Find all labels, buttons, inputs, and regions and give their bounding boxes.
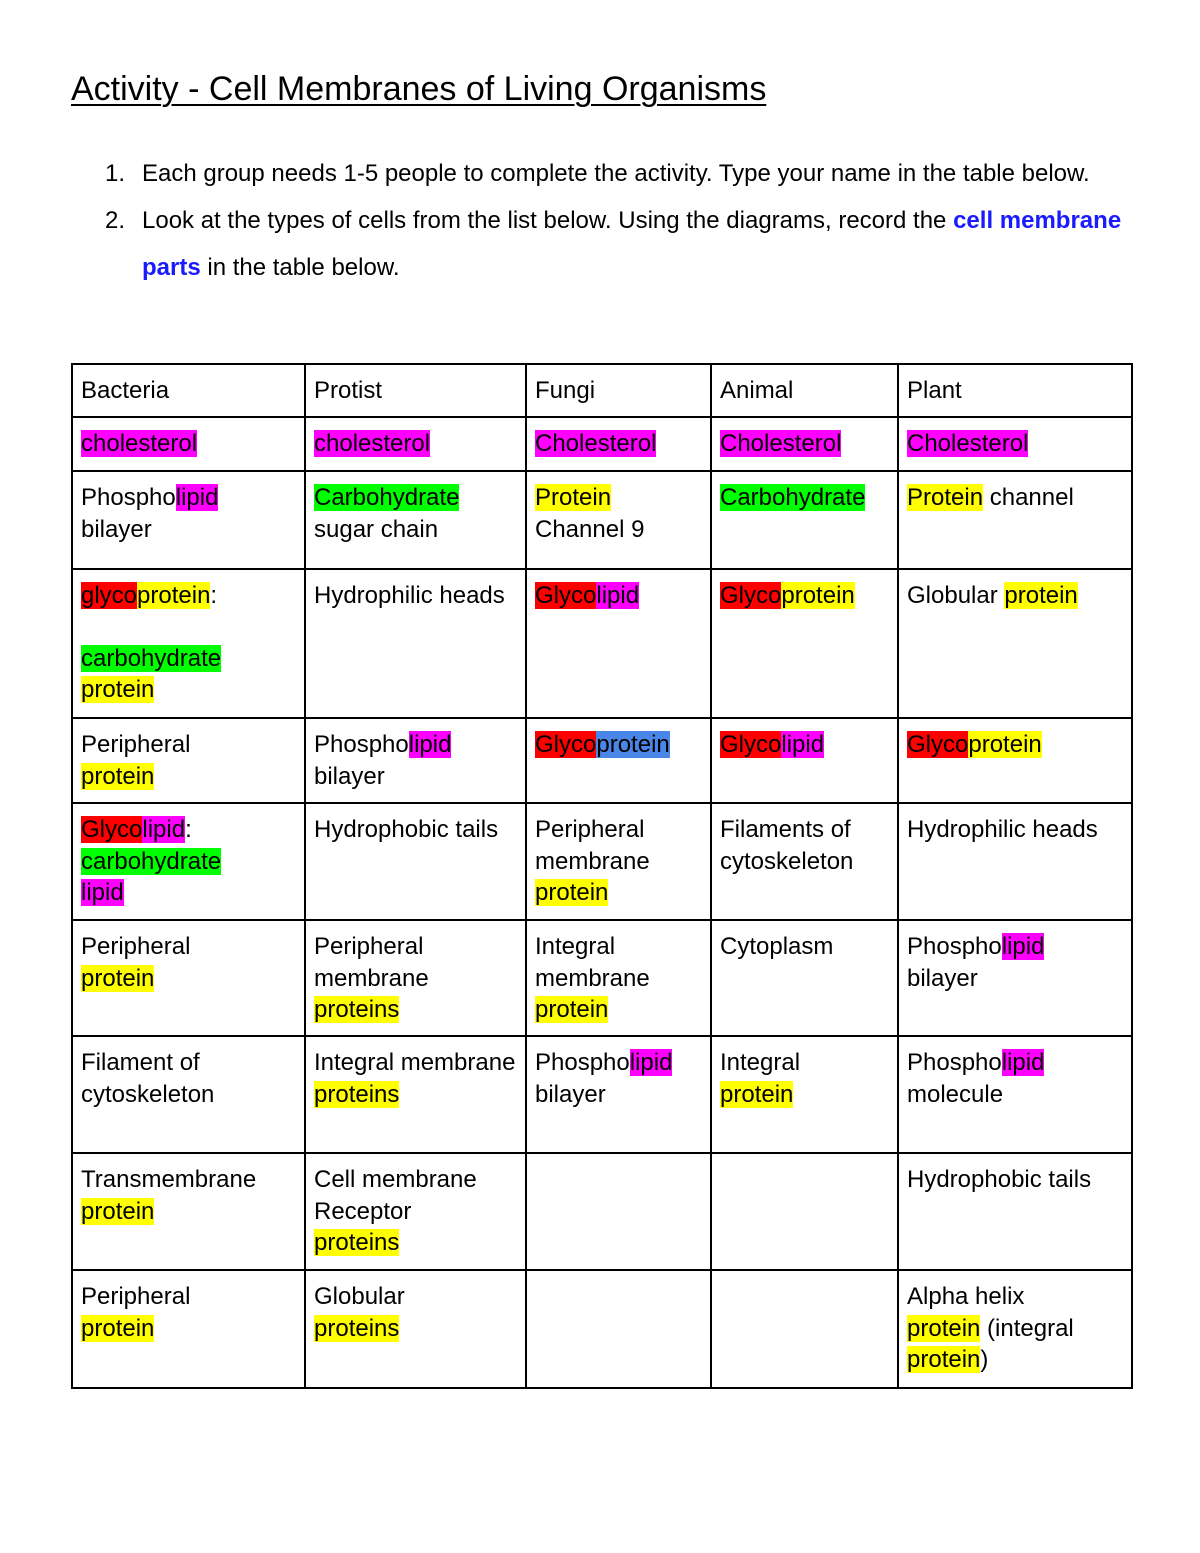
- table-cell: [711, 1270, 898, 1388]
- cell-text: lipid: [596, 582, 640, 609]
- cell-text: protein: [720, 1080, 794, 1108]
- cell-text: proteins: [314, 1080, 400, 1108]
- table-cell: [526, 1270, 711, 1388]
- cell-text: Peripheral: [81, 933, 191, 960]
- table-cell: [72, 803, 305, 920]
- table-cell: [305, 718, 526, 803]
- table-row: [72, 1270, 1132, 1388]
- table-cell: [898, 1153, 1132, 1270]
- table-cell: [72, 1036, 305, 1153]
- table-cell: [711, 471, 898, 569]
- cell-text: carbohydrate: [81, 644, 222, 672]
- cell-text: Glyco: [81, 816, 143, 843]
- cell-text: Integral membrane: [314, 1049, 516, 1076]
- table-row: [72, 417, 1132, 471]
- cell-text: lipid: [1001, 1049, 1045, 1076]
- column-header: Protist: [305, 364, 526, 417]
- cell-text: Hydrophilic heads: [907, 816, 1098, 843]
- table-cell: [305, 1153, 526, 1270]
- cell-text: Glyco: [907, 731, 969, 758]
- cell-text: Channel 9: [535, 515, 645, 543]
- table-cell: [711, 1153, 898, 1270]
- cell-text: protein: [907, 1346, 981, 1373]
- table-cell: [305, 1036, 526, 1153]
- cell-membrane-table: [71, 363, 1133, 1389]
- cell-text: protein: [81, 1314, 155, 1342]
- cell-text: Protein: [907, 484, 984, 511]
- cell-text: Hydrophobic tails: [314, 816, 499, 843]
- cell-text: Peripheral membrane: [535, 816, 650, 875]
- cell-text: protein: [1004, 582, 1078, 609]
- cell-text: sugar chain: [314, 515, 439, 543]
- cell-text: protein: [81, 964, 155, 992]
- table-row: [72, 718, 1132, 803]
- cell-text: protein: [81, 1197, 155, 1225]
- table-cell: [72, 471, 305, 569]
- table-cell: [898, 718, 1132, 803]
- instruction-text: Look at the types of cells from the list below. Using the diagrams, record the: [142, 207, 954, 234]
- table-cell: [305, 803, 526, 920]
- table-cell: [711, 417, 898, 471]
- cell-text: protein: [535, 879, 609, 906]
- cell-text: Peripheral: [81, 1283, 191, 1310]
- table-cell: [711, 569, 898, 718]
- table-header-row: [72, 364, 1132, 417]
- cell-text: lipid: [142, 816, 186, 843]
- cell-text: protein: [781, 582, 855, 609]
- table-cell: [72, 920, 305, 1036]
- cell-text: Phospho: [907, 1049, 1002, 1076]
- table-cell: [526, 417, 711, 471]
- instruction-number: 2.: [105, 207, 126, 234]
- cell-text: Phospho: [81, 484, 176, 511]
- table-cell: [526, 1153, 711, 1270]
- column-header: Bacteria: [72, 364, 305, 417]
- table-cell: [305, 920, 526, 1036]
- table-row: [72, 803, 1132, 920]
- table-cell: [526, 471, 711, 569]
- table-cell: [72, 1153, 305, 1270]
- cell-text: lipid: [408, 731, 452, 758]
- cell-text: lipid: [81, 879, 124, 906]
- cell-text: Filaments of cytoskeleton: [720, 816, 854, 875]
- cell-text: Hydrophobic tails: [907, 1166, 1092, 1193]
- cell-text: Integral: [720, 1049, 801, 1076]
- cell-text: proteins: [314, 1314, 400, 1342]
- cell-text: Carbohydrate: [314, 484, 460, 511]
- table-cell: [72, 417, 305, 471]
- cell-text: Cytoplasm: [720, 933, 834, 960]
- cell-text: Carbohydrate: [720, 484, 866, 511]
- cell-text: Alpha helix: [907, 1283, 1025, 1310]
- cell-text: proteins: [314, 1229, 400, 1256]
- cell-text: ): [980, 1346, 989, 1373]
- cell-text: Glyco: [720, 731, 782, 758]
- table-cell: [305, 569, 526, 718]
- table-row: [72, 471, 1132, 569]
- cell-text: lipid: [781, 731, 825, 758]
- cell-text: (integral: [980, 1314, 1074, 1342]
- table-cell: [526, 1036, 711, 1153]
- instruction-item: [71, 150, 1141, 197]
- cell-text: Cell membrane Receptor: [314, 1166, 477, 1225]
- cell-text: protein: [968, 731, 1042, 758]
- table-cell: [898, 569, 1132, 718]
- column-header: Fungi: [526, 364, 711, 417]
- cell-text: bilayer: [907, 964, 978, 992]
- cell-text: bilayer: [81, 515, 152, 543]
- instruction-item: [71, 197, 1141, 291]
- cell-text: protein: [596, 731, 670, 758]
- cell-text: Phospho: [314, 731, 409, 758]
- table-cell: [305, 1270, 526, 1388]
- table-cell: [711, 920, 898, 1036]
- cell-text: lipid: [1001, 933, 1045, 960]
- cell-text: Cholesterol: [535, 430, 657, 457]
- cell-text: Transmembrane: [81, 1166, 257, 1193]
- cell-text: Filament of cytoskeleton: [81, 1049, 215, 1108]
- table-cell: [711, 718, 898, 803]
- cell-text: Glyco: [535, 582, 597, 609]
- cell-text: lipid: [629, 1049, 673, 1076]
- table-cell: [898, 803, 1132, 920]
- cell-text: molecule: [907, 1080, 1004, 1108]
- cell-text: bilayer: [314, 762, 385, 790]
- table-cell: [526, 920, 711, 1036]
- table-cell: [898, 471, 1132, 569]
- cell-text: protein: [81, 762, 155, 790]
- instruction-text: Each group needs 1-5 people to complete the activity. Type your name in the table below.: [142, 160, 1090, 187]
- cell-text: protein: [907, 1314, 981, 1342]
- cell-text: Phospho: [535, 1049, 630, 1076]
- cell-text: channel: [983, 484, 1074, 511]
- cell-text: Glyco: [535, 731, 597, 758]
- cell-text: :: [185, 816, 192, 843]
- table-cell: [72, 718, 305, 803]
- cell-text: Peripheral membrane: [314, 933, 429, 992]
- page-title: Activity - Cell Membranes of Living Organisms: [71, 70, 767, 108]
- cell-text: cholesterol: [81, 430, 198, 457]
- cell-text: Glyco: [720, 582, 782, 609]
- table-cell: [526, 718, 711, 803]
- table-cell: [72, 569, 305, 718]
- instruction-number: 1.: [105, 160, 126, 187]
- cell-text: cholesterol: [314, 430, 431, 457]
- cell-text: protein: [81, 676, 155, 703]
- cell-text: Protein: [535, 484, 612, 511]
- cell-text: bilayer: [535, 1080, 606, 1108]
- cell-text: :: [210, 582, 218, 609]
- cell-text: glyco: [81, 582, 138, 609]
- cell-text: lipid: [175, 484, 219, 511]
- cell-text: carbohydrate: [81, 847, 222, 875]
- cell-text: protein: [137, 582, 211, 609]
- table-cell: [526, 803, 711, 920]
- table-cell: [898, 1036, 1132, 1153]
- cell-text: protein: [535, 996, 609, 1023]
- cell-text: Globular: [314, 1283, 405, 1310]
- table-cell: [898, 1270, 1132, 1388]
- cell-text: Integral membrane: [535, 933, 650, 992]
- cell-text: proteins: [314, 996, 400, 1023]
- table-cell: [711, 1036, 898, 1153]
- table-row: [72, 920, 1132, 1036]
- cell-text: Peripheral: [81, 731, 191, 758]
- column-header: Animal: [711, 364, 898, 417]
- table-cell: [898, 417, 1132, 471]
- table-row: [72, 569, 1132, 718]
- table-cell: [711, 803, 898, 920]
- cell-text: Hydrophilic heads: [314, 582, 505, 609]
- table-row: [72, 1153, 1132, 1270]
- instruction-text: in the table below.: [200, 254, 400, 281]
- table-cell: [305, 417, 526, 471]
- table-cell: [72, 1270, 305, 1388]
- cell-text: Globular: [907, 582, 1005, 609]
- table-row: [72, 1036, 1132, 1153]
- column-header: Plant: [898, 364, 1132, 417]
- table-cell: [526, 569, 711, 718]
- cell-text: Cholesterol: [907, 430, 1029, 457]
- table-cell: [898, 920, 1132, 1036]
- cell-text: Phospho: [907, 933, 1002, 960]
- cell-text: Cholesterol: [720, 430, 842, 457]
- instructions-list: [71, 150, 1141, 291]
- instruction-highlight: cell membrane parts: [142, 207, 1122, 281]
- table-cell: [305, 471, 526, 569]
